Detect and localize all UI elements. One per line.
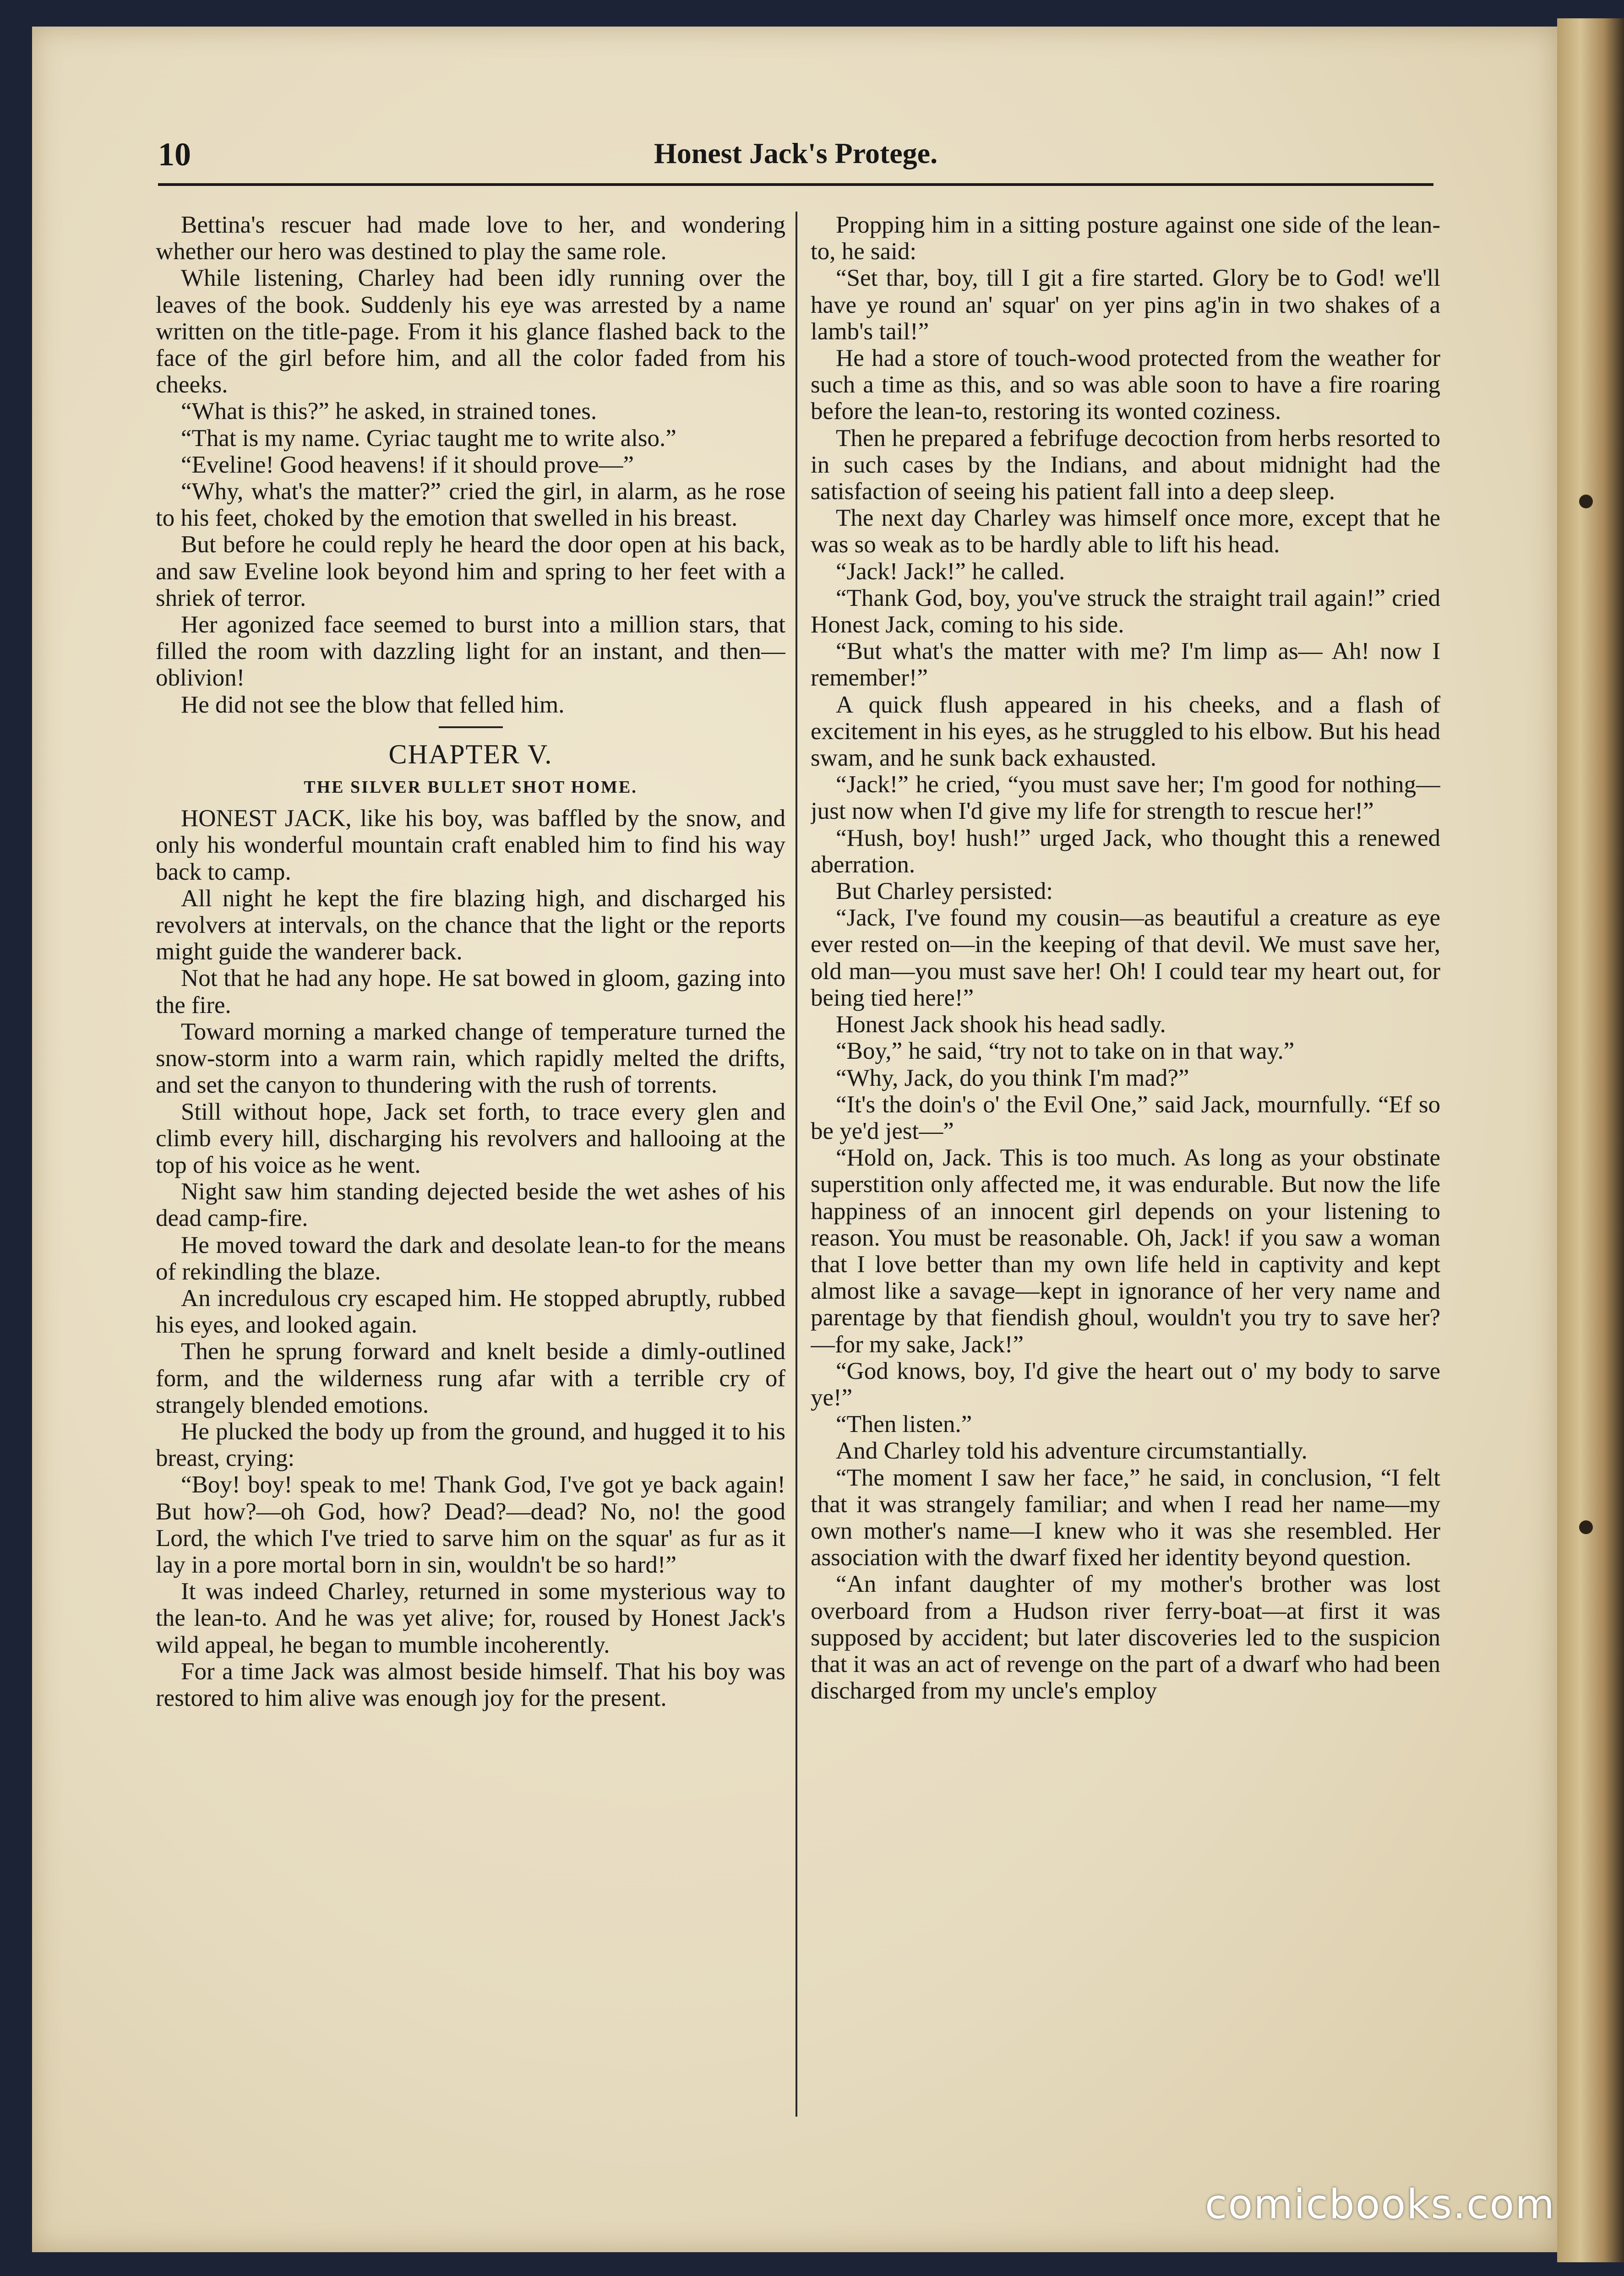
paragraph: The next day Charley was himself once more, except that he was so weak as to be hardly able to lift his head. [811,505,1440,558]
paragraph: “The moment I saw her face,” he said, in conclusion, “I felt that it was strangely familiar; and when I read her name—my own mother's name—I knew who it was she resembled. Her association with the dwarf fixed her identity beyond question. [811,1464,1440,1571]
paragraph: Night saw him standing dejected beside the wet ashes of his dead camp-fire. [156,1178,785,1232]
paragraph: “Set thar, boy, till I git a fire started. Glory be to God! we'll have ye round an' squar' on yer pins ag'in in two shakes of a lamb's tail!” [811,265,1440,345]
chapter-subtitle: THE SILVER BULLET SHOT HOME. [304,778,638,797]
right-paragraphs [811,212,1440,1704]
staple-hole [1579,1520,1593,1534]
left-paragraphs-before [156,212,785,718]
paragraph: Her agonized face seemed to burst into a million stars, that filled the room with dazzling light for an instant, and then—oblivion! [156,611,785,692]
page-header [158,133,1433,186]
paragraph: “Jack!” he cried, “you must save her; I'm good for nothing—just now when I'd give my life for strength to rescue her!” [811,771,1440,825]
paragraph: “Hush, boy! hush!” urged Jack, who thought this a renewed aberration. [811,824,1440,878]
paragraph: “It's the doin's o' the Evil One,” said Jack, mournfully. “Ef so be ye'd jest—” [811,1091,1440,1144]
watermark: comicbooks.com [1204,2181,1555,2228]
chapter-divider [439,726,503,728]
paragraph: “Eveline! Good heavens! if it should prove—” [181,451,634,478]
paragraph: Not that he had any hope. He sat bowed in gloom, gazing into the fire. [156,965,785,1018]
paragraph: “God knows, boy, I'd give the heart out o' my body to sarve ye!” [811,1357,1440,1411]
paragraph: A quick flush appeared in his cheeks, and a flash of excitement in his eyes, as he struggled to his elbow. But his head swam, and he sunk back exhausted. [811,691,1440,772]
paragraph: “Why, what's the matter?” cried the girl, in alarm, as he rose to his feet, choked by the emotion that swelled in his breast. [156,478,785,532]
paragraph: Honest Jack shook his head sadly. [836,1011,1166,1038]
paragraph: Toward morning a marked change of temperature turned the snow-storm into a warm rain, which rapidly melted the drifts, and set the canyon to thundering with the rush of torrents. [156,1018,785,1099]
paragraph: He did not see the blow that felled him. [181,691,565,718]
paragraph: It was indeed Charley, returned in some mysterious way to the lean-to. And he was yet alive; for, roused by Honest Jack's wild appeal, he began to mumble incoherently. [156,1578,785,1658]
text-columns [156,212,1438,2117]
paragraph: “Hold on, Jack. This is too much. As long as your obstinate superstition only affected me, it was endurable. But now the life happiness of an innocent girl depends on your listening to reason. You must be reasonable. Oh, Jack! if you saw a woman that I love better than my own life held in captivity and kept almost like a savage—kept in ignorance of her very name and parentage by that fiendish ghoul, wouldn't you try to save her?—for my sake, Jack!” [811,1144,1440,1358]
paragraph: HONEST JACK, like his boy, was baffled by the snow, and only his wonderful mountain craft enabled him to find his way back to camp. [156,805,785,885]
paragraph: He moved toward the dark and desolate lean-to for the means of rekindling the blaze. [156,1231,785,1285]
paragraph: But before he could reply he heard the door open at his back, and saw Eveline look beyond him and spring to her feet with a shriek of terror. [156,531,785,611]
paragraph: “But what's the matter with me? I'm limp as— Ah! now I remember!” [811,638,1440,692]
paragraph: “What is this?” he asked, in strained tones. [181,398,597,425]
paragraph: While listening, Charley had been idly running over the leaves of the book. Suddenly his eye was arrested by a name written on the title-page. From it his glance flashed back to the face of the girl before him, and all the color faded from his cheeks. [156,265,785,398]
left-column [156,212,785,2117]
paragraph: “Thank God, boy, you've struck the straight trail again!” cried Honest Jack, coming to his side. [811,584,1440,638]
paragraph: Then he sprung forward and knelt beside a dimly-outlined form, and the wilderness rung afar with a terrible cry of strangely blended emotions. [156,1338,785,1418]
paragraph: “Boy! boy! speak to me! Thank God, I've got ye back again! But how?—oh God, how? Dead?—dead? No, no! the good Lord, the which I've tried to sarve him on the squar' as fur as it lay in a pore mortal born in sin, wouldn't be so hard!” [156,1471,785,1578]
paragraph: “Boy,” he said, “try not to take on in that way.” [836,1038,1295,1065]
paragraph: He plucked the body up from the ground, and hugged it to his breast, crying: [156,1418,785,1472]
paragraph: “Why, Jack, do you think I'm mad?” [836,1064,1189,1091]
paragraph: Still without hope, Jack set forth, to trace every glen and climb every hill, discharging his revolvers and hallooing at the top of his voice as he went. [156,1098,785,1178]
left-paragraphs-after [156,805,785,1711]
paragraph: “Jack, I've found my cousin—as beautiful a creature as eye ever rested on—in the keeping of that devil. We must save her, old man—you must save her! Oh! I could tear my heart out, for being tied here!” [811,904,1440,1011]
staple-hole [1579,495,1593,508]
paragraph: “An infant daughter of my mother's brother was lost overboard from a Hudson river ferry-boat—at first it was supposed by accident; but later discoveries led to the suspicion that it was an act of revenge on the part of a dwarf who had been discharged from my uncle's employ [811,1571,1440,1704]
paragraph: “Then listen.” [836,1411,972,1438]
paragraph: “Jack! Jack!” he called. [836,558,1065,585]
right-column [811,212,1440,2117]
paragraph: “That is my name. Cyriac taught me to write also.” [181,425,676,452]
running-title: Honest Jack's Protege. [654,137,938,169]
paragraph: But Charley persisted: [836,878,1053,905]
page-number: 10 [158,136,191,173]
paragraph: All night he kept the fire blazing high, and discharged his revolvers at intervals, on the chance that the light or the reports might guide the wanderer back. [156,885,785,965]
paragraph: An incredulous cry escaped him. He stopped abruptly, rubbed his eyes, and looked again. [156,1285,785,1339]
paragraph: Then he prepared a febrifuge decoction from herbs resorted to in such cases by the Indians, and about midnight had the satisfaction of seeing his patient fall into a deep sleep. [811,425,1440,505]
paragraph: For a time Jack was almost beside himself. That his boy was restored to him alive was enough joy for the present. [156,1658,785,1711]
chapter-title: CHAPTER V. [388,739,553,769]
paragraph: He had a store of touch-wood protected from the weather for such a time as this, and so was able soon to have a fire roaring before the lean-to, restoring its wonted coziness. [811,345,1440,425]
binding-gutter [1557,18,1624,2262]
paragraph: And Charley told his adventure circumstantially. [836,1437,1308,1465]
paragraph: Propping him in a sitting posture against one side of the lean-to, he said: [811,212,1440,265]
paragraph: Bettina's rescuer had made love to her, and wondering whether our hero was destined to play the same role. [156,212,785,265]
column-rule [796,212,797,2117]
